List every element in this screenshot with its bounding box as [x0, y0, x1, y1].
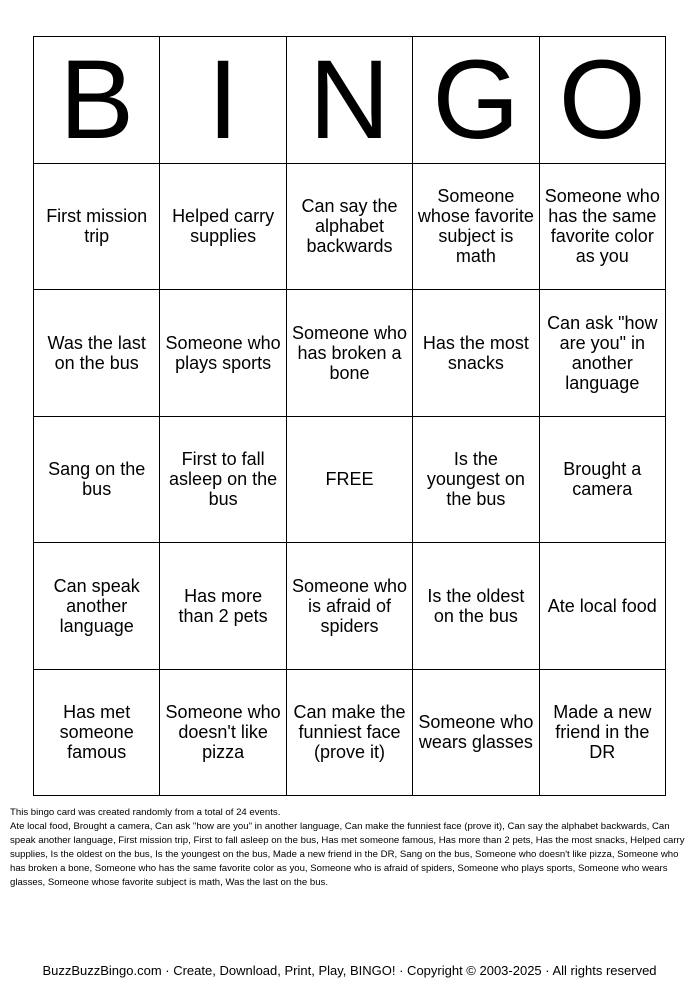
- bingo-cell: First to fall asleep on the bus: [160, 417, 286, 544]
- bingo-cell: Made a new friend in the DR: [540, 670, 666, 797]
- bingo-cell: Can make the funniest face (prove it): [287, 670, 413, 797]
- card-info: [10, 806, 690, 890]
- bingo-cell: Is the oldest on the bus: [413, 543, 539, 670]
- bingo-card: [33, 36, 666, 796]
- header-letter: O: [540, 37, 666, 164]
- info-intro: This bingo card was created randomly from a total of 24 events.: [10, 807, 281, 818]
- header-letter: B: [34, 37, 160, 164]
- bingo-cell: Someone whose favorite subject is math: [413, 164, 539, 291]
- bingo-cell: Can speak another language: [34, 543, 160, 670]
- bingo-cell: Was the last on the bus: [34, 290, 160, 417]
- bingo-cell: Sang on the bus: [34, 417, 160, 544]
- bingo-cell: Brought a camera: [540, 417, 666, 544]
- bingo-cell: Can say the alphabet backwards: [287, 164, 413, 291]
- bingo-cell: First mission trip: [34, 164, 160, 291]
- bingo-cell: Is the youngest on the bus: [413, 417, 539, 544]
- header-letter: G: [413, 37, 539, 164]
- bingo-cell: Someone who wears glasses: [413, 670, 539, 797]
- bingo-cell: Has more than 2 pets: [160, 543, 286, 670]
- bingo-cell: Someone who is afraid of spiders: [287, 543, 413, 670]
- header-letter: N: [287, 37, 413, 164]
- bingo-cell: Someone who has the same favorite color as you: [540, 164, 666, 291]
- bingo-cell: Has the most snacks: [413, 290, 539, 417]
- event-list: Ate local food, Brought a camera, Can ask "how are you" in another language, Can make the funniest face (prove it), Can say the alphabet backwards, Can speak another language, First mission trip, First to fall asleep on the bus, Has met someone famous, Has more than 2 pets, Has the most snacks, Helped carry supplies, Is the oldest on the bus, Is the youngest on the bus, Made a new friend in the DR, Sang on the bus, Someone who doesn't like pizza, Someone who has broken a bone, Someone who has the same favorite color as you, Someone who is afraid of spiders, Someone who plays sports, Someone who wears glasses, Someone whose favorite subject is math, Was the last on the bus.: [10, 821, 685, 888]
- free-cell: FREE: [287, 417, 413, 544]
- header-letter: I: [160, 37, 286, 164]
- bingo-cell: Someone who plays sports: [160, 290, 286, 417]
- bingo-cell: Someone who has broken a bone: [287, 290, 413, 417]
- footer-copyright: BuzzBuzzBingo.com · Create, Download, Print, Play, BINGO! · Copyright © 2003-2025 · All rights reserved: [42, 963, 657, 978]
- bingo-cell: Helped carry supplies: [160, 164, 286, 291]
- bingo-cell: Someone who doesn't like pizza: [160, 670, 286, 797]
- bingo-cell: Ate local food: [540, 543, 666, 670]
- bingo-cell: Has met someone famous: [34, 670, 160, 797]
- bingo-cell: Can ask "how are you" in another language: [540, 290, 666, 417]
